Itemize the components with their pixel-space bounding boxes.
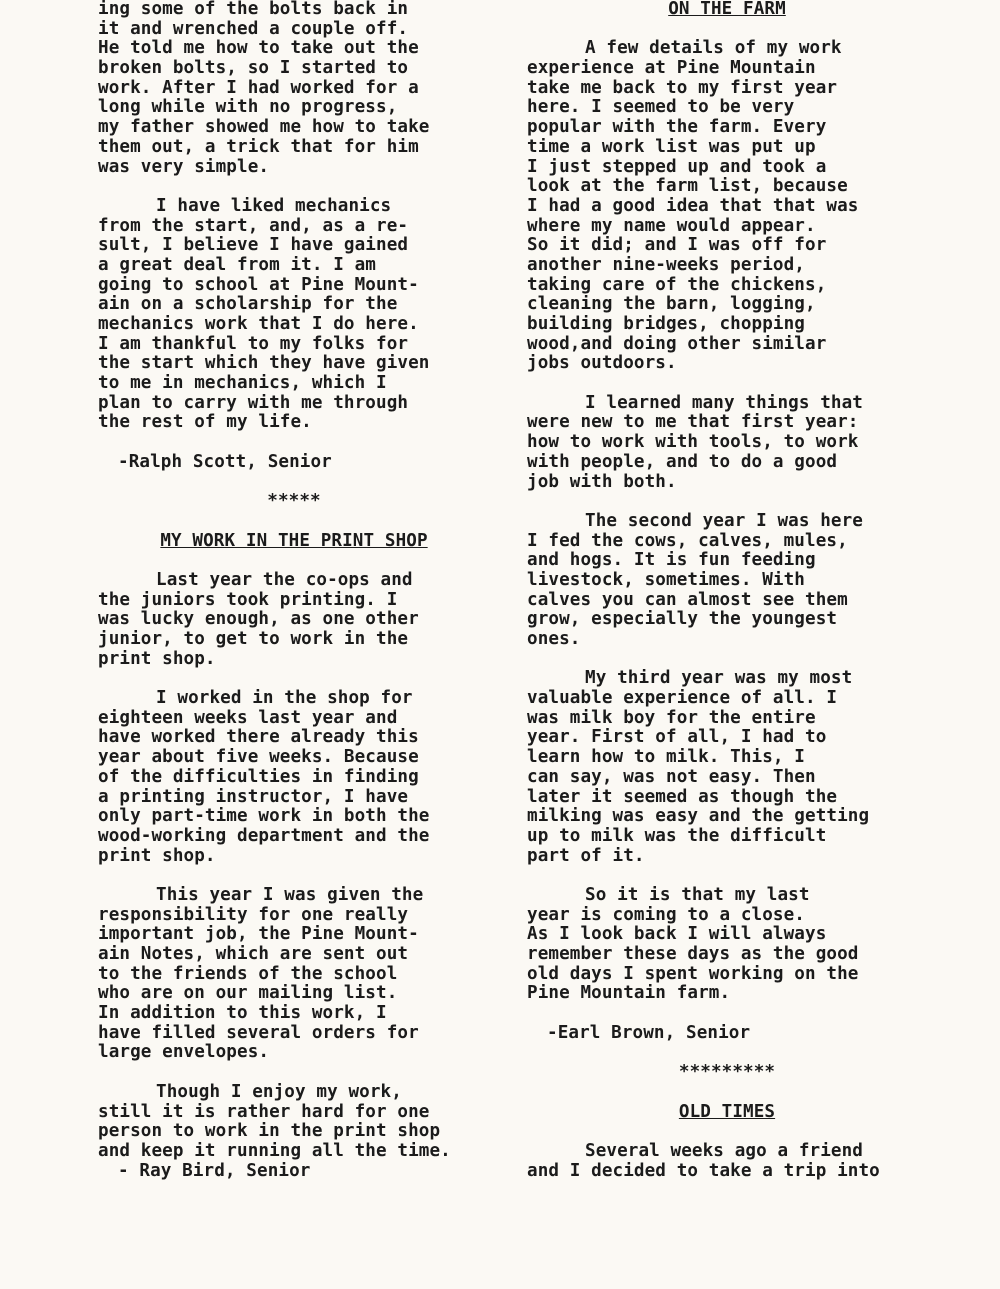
blank-line [527,866,927,886]
text-line: calves you can almost see them [527,590,848,610]
text-line: In addition to this work, I [98,1004,387,1024]
text-line: with people, and to do a good [527,452,838,472]
text-line: here. I seemed to be very [527,98,795,118]
section-divider: ***** [267,492,321,512]
text-line: long while with no progress, [98,98,398,118]
article-heading [527,0,927,20]
left-column [98,0,490,1181]
text-line: were new to me that first year: [527,413,859,433]
blank-line [98,551,490,571]
blank-line [527,1083,927,1103]
text-line: another nine-weeks period, [527,255,806,275]
blank-line [527,20,927,40]
paragraph-first-line: A few details of my work [585,39,842,59]
text-line: grow, especially the youngest [527,610,838,630]
text-line: a great deal from it. I am [98,255,377,275]
text-line: and hogs. It is fun feeding [527,551,816,571]
text-line: wood-working department and the [98,826,430,846]
text-line: how to work with tools, to work [527,433,859,453]
author-signature: -Earl Brown, Senior [547,1023,751,1043]
text-line: take me back to my first year [527,78,838,98]
text-line: a printing instructor, I have [98,787,409,807]
text-line: experience at Pine Mountain [527,59,816,79]
text-line: job with both. [527,472,677,492]
text-line: to me in mechanics, which I [98,374,387,394]
text-line: broken bolts, so I started to [98,59,409,79]
paragraph-first-line: Last year the co-ops and [156,570,413,590]
text-line: look at the farm list, because [527,177,848,197]
article-heading-text: ON THE FARM [668,0,786,19]
text-line: junior, to get to work in the [98,630,409,649]
text-line: livestock, sometimes. With [527,570,806,590]
blank-line [98,669,490,689]
text-line: and keep it running all the time. [98,1141,451,1161]
text-line: Pine Mountain farm. [527,984,731,1004]
text-line: plan to carry with me through [98,393,409,413]
text-line: up to milk was the difficult [527,826,827,846]
text-line: can say, was not easy. Then [527,767,816,787]
text-line: them out, a trick that for him [98,137,419,157]
text-line: ones. [527,630,581,649]
text-line: the start which they have given [98,354,430,374]
text-line: mechanics work that I do here. [98,315,419,334]
text-line: So it did; and I was off for [527,236,827,256]
article-heading [527,1103,927,1123]
text-line: He told me how to take out the [98,39,419,59]
text-line: building bridges, chopping [527,315,806,334]
text-line: print shop. [98,649,216,669]
paragraph-first-line: I have liked mechanics [156,196,392,216]
paragraph-first-line: So it is that my last [585,885,810,905]
right-column [527,0,927,1181]
text-line: taking care of the chickens, [527,275,827,295]
text-line: work. After I had worked for a [98,78,419,98]
text-line: still it is rather hard for one [98,1102,430,1122]
text-line: I am thankful to my folks for [98,334,409,354]
text-line: and I decided to take a trip into [527,1161,880,1181]
paragraph-first-line: I learned many things that [585,393,864,413]
text-line: milking was easy and the getting [527,807,870,827]
blank-line [98,1063,490,1083]
text-line: person to work in the print shop [98,1122,441,1142]
text-line: the rest of my life. [98,413,312,433]
blank-line [98,512,490,532]
text-line: ain Notes, which are sent out [98,945,409,964]
text-line: learn how to milk. This, I [527,748,806,768]
text-line: year is coming to a close. [527,905,806,925]
paragraph-first-line: I worked in the shop for [156,689,413,709]
text-line: it and wrenched a couple off. [98,19,409,39]
text-line: As I look back I will always [527,925,827,945]
blank-line [98,177,490,197]
text-line: eighteen weeks last year and [98,708,398,728]
paragraph-first-line: My third year was my most [585,669,853,689]
section-divider: ********* [678,1063,776,1083]
text-line: my father showed me how to take [98,118,430,138]
text-line: was lucky enough, as one other [98,610,419,630]
text-line: have worked there already this [98,728,419,748]
text-line: large envelopes. [98,1043,270,1063]
text-line: ing some of the bolts back in [98,0,409,19]
text-line: valuable experience of all. I [527,689,838,709]
text-line: year. First of all, I had to [527,728,827,748]
blank-line [527,492,927,512]
text-line: going to school at Pine Mount- [98,275,419,295]
text-line: important job, the Pine Mount- [98,925,419,945]
author-signature: -Ralph Scott, Senior [118,452,332,472]
blank-line [527,1004,927,1024]
blank-line [98,473,490,493]
text-line: part of it. [527,846,645,866]
text-line: only part-time work in both the [98,807,430,827]
text-line: have filled several orders for [98,1023,419,1043]
text-line: ain on a scholarship for the [98,295,398,315]
text-line: I had a good idea that that was [527,196,859,216]
paragraph-first-line: Though I enjoy my work, [156,1082,402,1102]
text-line: of the difficulties in finding [98,767,419,787]
text-line: wood,and doing other similar [527,334,827,354]
text-line: print shop. [98,846,216,866]
blank-line [527,374,927,394]
blank-line [527,1043,927,1063]
text-line: the juniors took printing. I [98,590,398,610]
author-signature: - Ray Bird, Senior [118,1161,311,1181]
text-line: from the start, and, as a re- [98,216,409,236]
text-line: popular with the farm. Every [527,118,827,138]
text-line: later it seemed as though the [527,787,838,807]
text-line: was very simple. [98,157,270,177]
article-heading-text: OLD TIMES [678,1102,776,1122]
paragraph-first-line: The second year I was here [585,511,864,531]
blank-line [98,433,490,453]
blank-line [527,1122,927,1142]
text-line: time a work list was put up [527,137,816,157]
article-heading [98,532,490,552]
paragraph-first-line: Several weeks ago a friend [585,1141,864,1161]
text-line: responsibility for one really [98,905,409,925]
text-line: where my name would appear. [527,216,816,236]
text-line: was milk boy for the entire [527,708,816,728]
paragraph-first-line: This year I was given the [156,885,424,905]
text-line: sult, I believe I have gained [98,236,409,256]
text-line: year about five weeks. Because [98,748,419,768]
blank-line [527,650,927,670]
text-line: old days I spent working on the [527,964,859,984]
text-line: I just stepped up and took a [527,157,827,177]
text-line: cleaning the barn, logging, [527,295,816,315]
text-line: who are on our mailing list. [98,984,398,1004]
blank-line [98,866,490,886]
text-line: jobs outdoors. [527,354,677,374]
article-heading-text: MY WORK IN THE PRINT SHOP [160,531,428,551]
text-line: I fed the cows, calves, mules, [527,531,848,551]
text-line: remember these days as the good [527,945,859,964]
text-line: to the friends of the school [98,964,398,984]
